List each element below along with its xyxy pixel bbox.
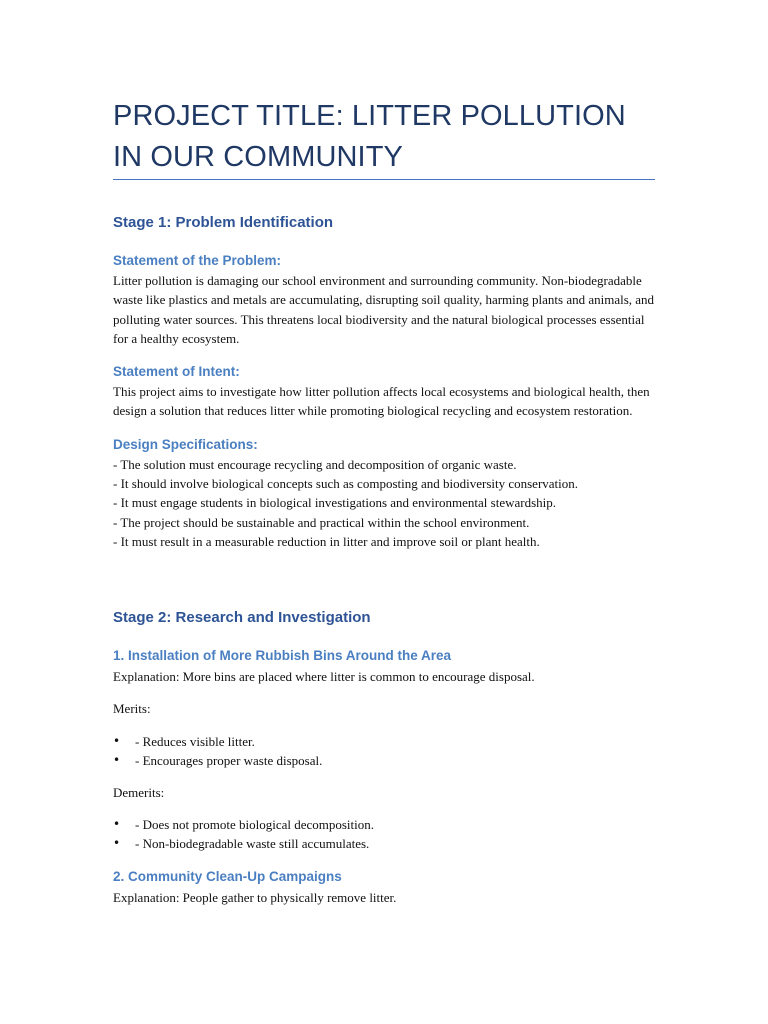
stage1-section xyxy=(113,213,655,551)
demerits-list xyxy=(113,815,655,853)
option2-explanation: Explanation: People gather to physically remove litter. xyxy=(113,889,397,905)
merits-label: Merits: xyxy=(113,701,151,717)
stage1-heading: Stage 1: Problem Identification xyxy=(113,214,334,231)
demerits-label: Demerits: xyxy=(113,784,165,800)
title-underline xyxy=(113,179,655,180)
spec-item: - The project should be sustainable and practical within the school environment. xyxy=(113,514,530,530)
list-item xyxy=(113,751,655,770)
problem-heading: Statement of the Problem: xyxy=(113,253,282,268)
option1-explanation: Explanation: More bins are placed where litter is common to encourage disposal. xyxy=(113,669,535,684)
list-item xyxy=(113,815,655,834)
spec-item: - It must engage students in biological investigations and environmental stewardship. xyxy=(113,495,556,511)
bullet-icon: • xyxy=(113,752,121,767)
spec-item: - The solution must encourage recycling and decomposition of organic waste. xyxy=(113,456,517,472)
option2-heading: 2. Community Clean-Up Campaigns xyxy=(113,868,342,884)
intent-heading: Statement of Intent: xyxy=(113,364,240,380)
stage2-section xyxy=(113,608,655,907)
document-title: PROJECT TITLE: LITTER POLLUTION IN OUR COMMUNITY xyxy=(113,100,626,173)
merits-list xyxy=(113,732,655,770)
option1-heading: 1. Installation of More Rubbish Bins Around the Area xyxy=(113,648,452,663)
spec-item: - It should involve biological concepts such as composting and biodiversity conservation. xyxy=(113,476,579,492)
specs-heading: Design Specifications: xyxy=(113,436,258,452)
list-item xyxy=(113,834,655,853)
bullet-icon: • xyxy=(113,733,121,748)
list-item xyxy=(113,732,655,751)
bullet-icon: • xyxy=(113,835,121,850)
stage2-heading: Stage 2: Research and Investigation xyxy=(113,609,371,626)
bullet-icon: • xyxy=(113,816,121,831)
spec-item: - It must result in a measurable reduction in litter and improve soil or plant health. xyxy=(113,533,540,549)
demerit-text: - Does not promote biological decomposition. xyxy=(135,816,375,832)
intent-text: This project aims to investigate how litter pollution affects local ecosystems and biological health, then design a solution that reduces litter while promoting biological recycling and ecosystem restoration. xyxy=(113,384,650,419)
merit-text: - Reduces visible litter. xyxy=(135,733,255,749)
specs-list xyxy=(113,455,655,551)
problem-text: Litter pollution is damaging our school environment and surrounding community. Non-biodegradable waste like plastics and metals are accumulating, disrupting soil quality, harming plants and animals, and polluting water sources. This threatens local biodiversity and the natural biological processes essential for a healthy ecosystem. xyxy=(113,273,655,346)
merit-text: - Encourages proper waste disposal. xyxy=(135,752,323,768)
demerit-text: - Non-biodegradable waste still accumulates. xyxy=(135,835,370,851)
